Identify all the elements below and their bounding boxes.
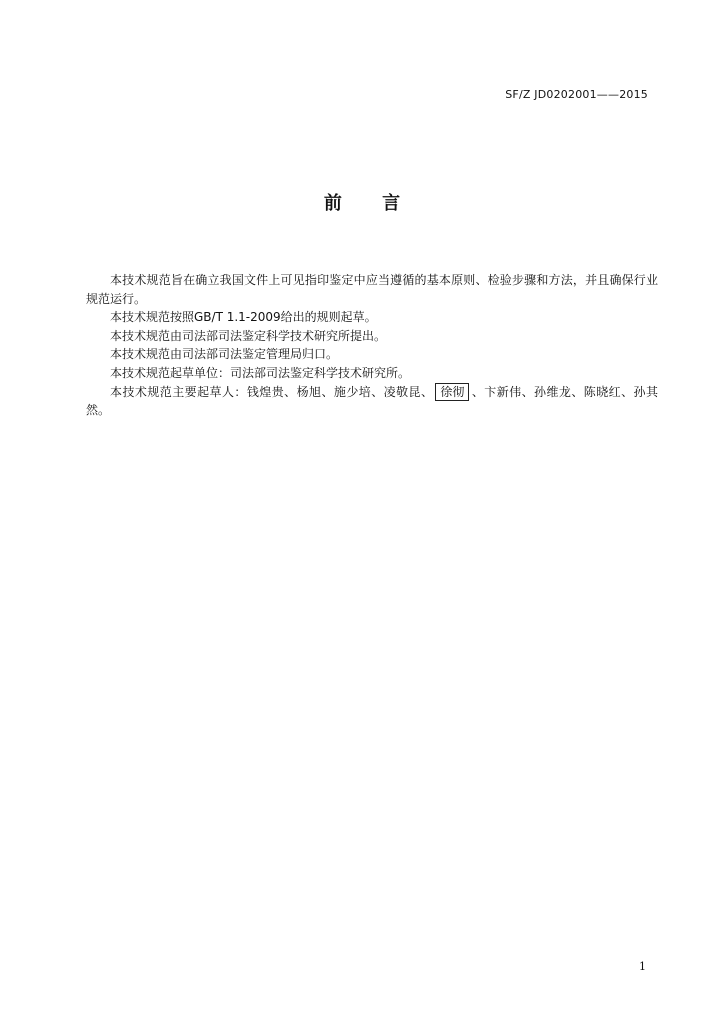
page-number: 1 xyxy=(639,960,646,973)
paragraph-proposer: 本技术规范由司法部司法鉴定科学技术研究所提出。 xyxy=(110,328,387,343)
paragraph-administrator: 本技术规范由司法部司法鉴定管理局归口。 xyxy=(110,347,339,362)
standard-code: SF/Z JD0202001——2015 xyxy=(505,88,648,101)
drafters-text-after: 、卞新伟、孙维龙、陈晓红、孙其然。 xyxy=(86,384,658,418)
foreword-body xyxy=(86,271,658,420)
drafters-text-before: 本技术规范主要起草人：钱煌贵、杨旭、施少培、凌敬昆、 xyxy=(110,384,434,399)
paragraph-drafting-unit: 本技术规范起草单位：司法部司法鉴定科学技术研究所。 xyxy=(110,365,411,380)
paragraph-drafters xyxy=(86,383,658,420)
paragraph-drafting-rules: 本技术规范按照GB/T 1.1-2009给出的规则起草。 xyxy=(110,310,377,325)
page-title: 前 言 xyxy=(323,193,401,214)
highlighted-drafter-name: 徐彻 xyxy=(435,383,469,401)
paragraph-purpose: 本技术规范旨在确立我国文件上可见指印鉴定中应当遵循的基本原则、检验步骤和方法，并且确保行业规范运行。 xyxy=(86,273,658,306)
